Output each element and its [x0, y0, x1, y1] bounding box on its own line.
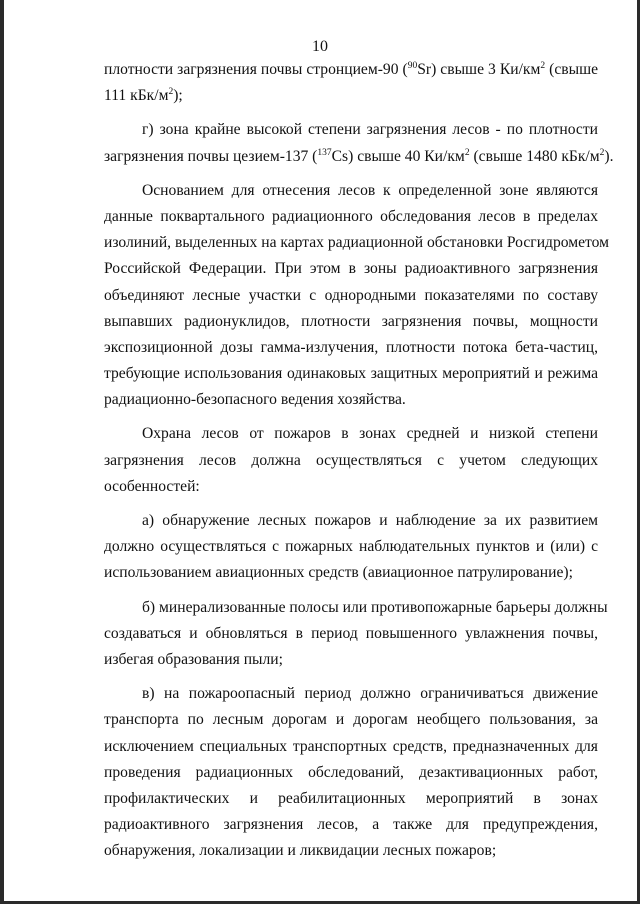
- text-line: требующие использования одинаковых защитных мероприятий и режима: [104, 365, 598, 383]
- text-line: профилактических и реабилитационных мероприятий в зонах: [104, 789, 598, 807]
- text-line: б) минерализованные полосы или противопожарные барьеры должны: [142, 598, 608, 616]
- text-line: особенностей:: [104, 477, 200, 495]
- document-body: [104, 57, 614, 864]
- text-line: 111 кБк/$м^2$);: [104, 87, 183, 105]
- text-line: экспозиционной дозы гамма-излучения, плотности потока бета-частиц,: [104, 338, 598, 356]
- paragraph-p7: [104, 681, 598, 864]
- paragraph-gap: [104, 109, 598, 117]
- text-line: загрязнения лесов должна осуществляться с учетом следующих: [104, 451, 598, 469]
- text-line: Охрана лесов от пожаров в зонах средней и низкой степени: [142, 425, 598, 443]
- text-line: г) зона крайне высокой степени загрязнения лесов - по плотности: [142, 121, 598, 139]
- text-line: должно осуществляться с пожарных наблюдательных пунктов и (или) с: [104, 538, 598, 556]
- text-line: радиоактивного загрязнения лесов, а также для предупреждения,: [104, 816, 598, 834]
- paragraph-gap: [104, 413, 598, 421]
- text-line: проведения радиационных обследований, дезактивационных работ,: [104, 763, 598, 781]
- paragraph-gap: [104, 170, 598, 178]
- text-line: использованием авиационных средств (авиационное патрулирование);: [104, 564, 573, 582]
- text-line: создаваться и обновляться в период повышенного увлажнения почвы,: [104, 624, 598, 642]
- paragraph-p1: [104, 57, 598, 109]
- paragraph-p5: [104, 508, 598, 587]
- paragraph-p6: [104, 595, 608, 674]
- text-line: выпавших радионуклидов, плотности загрязнения почвы, мощности: [104, 312, 598, 330]
- paragraph-p4: [104, 421, 598, 500]
- text-line: изолиний, выделенных на картах радиационной обстановки Росгидрометом: [104, 234, 610, 252]
- text-line: а) обнаружение лесных пожаров и наблюдение за их развитием: [142, 512, 598, 529]
- text-line: в) на пожароопасный период должно ограничиваться движение: [142, 685, 598, 703]
- text-line: Российской Федерации. При этом в зоны радиоактивного загрязнения: [104, 260, 598, 278]
- page-number: 10: [312, 38, 328, 55]
- text-line: исключением специальных транспортных средств, предназначенных для: [104, 737, 598, 755]
- paragraph-gap: [104, 500, 598, 508]
- text-line: Основанием для отнесения лесов к определенной зоне являются: [142, 181, 598, 199]
- text-line: объединяют лесные участки с однородными показателями по составу: [104, 286, 598, 304]
- text-line: обнаружения, локализации и ликвидации лесных пожаров;: [104, 842, 497, 860]
- paragraph-gap: [104, 587, 598, 595]
- text-line: радиационно-безопасного ведения хозяйства.: [104, 391, 406, 409]
- text-line: данные поквартального радиационного обследования лесов в пределах: [104, 207, 598, 225]
- text-line: плотности загрязнения почвы стронцием-90 ($^{90}$Sr) свыше 3 $Ки/км^2$ (свыше: [104, 61, 599, 78]
- text-line: избегая образования пыли;: [104, 650, 283, 668]
- paragraph-gap: [104, 673, 598, 681]
- text-line: транспорта по лесным дорогам и дорогам необщего пользования, за: [104, 711, 598, 729]
- paragraph-p3: [104, 178, 610, 414]
- scan-edge-left: [0, 0, 4, 904]
- text-line: загрязнения почвы цезием-137 ($^{137}$Cs) свыше 40 $Ки/км^2$ (свыше 1480 кБк/$м^2$).: [104, 147, 614, 165]
- paragraph-p2: [104, 117, 614, 169]
